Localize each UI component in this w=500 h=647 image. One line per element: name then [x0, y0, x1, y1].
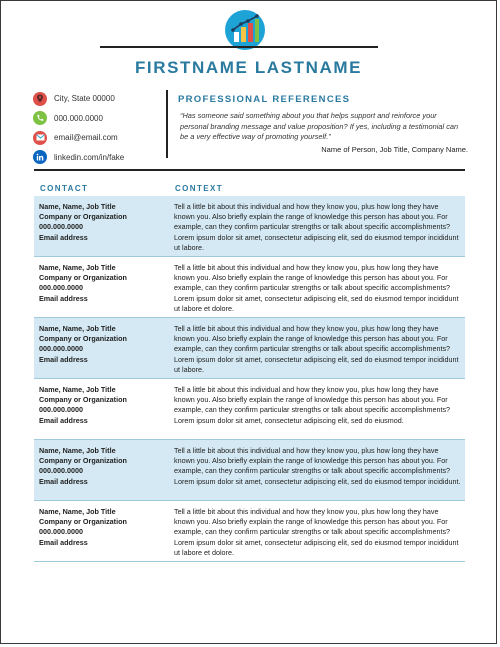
header-rule: [100, 46, 378, 48]
reference-contact: [39, 507, 167, 548]
contact-email-text[interactable]: email@email.com: [54, 133, 118, 143]
reference-name: Name, Name, Job Title: [39, 324, 116, 333]
contact-phone-text: 000.000.0000: [54, 113, 103, 123]
reference-email: Email address: [39, 476, 88, 486]
reference-phone: 000.000.0000: [39, 527, 83, 537]
reference-email: Email address: [39, 232, 88, 242]
linkedin-icon: [33, 150, 47, 164]
reference-company: Company or Organization: [39, 212, 127, 222]
reference-company: Company or Organization: [39, 273, 127, 283]
location-pin-icon: [33, 92, 47, 106]
references-title: PROFESSIONAL REFERENCES: [178, 94, 351, 105]
column-header-context: CONTEXT: [175, 184, 224, 193]
reference-email: Email address: [39, 415, 88, 425]
reference-name: Name, Name, Job Title: [39, 507, 116, 516]
reference-company: Company or Organization: [39, 334, 127, 344]
column-header-contact: CONTACT: [40, 184, 89, 193]
reference-contact: [39, 202, 167, 243]
contact-list: [33, 89, 124, 167]
reference-name: Name, Name, Job Title: [39, 202, 116, 211]
candidate-name: FIRSTNAME LASTNAME: [134, 58, 363, 77]
reference-email: Email address: [39, 354, 88, 364]
table-row: [34, 318, 465, 379]
references-table: [34, 196, 465, 562]
contact-location-text: City, State 00000: [54, 94, 115, 104]
contact-linkedin-text[interactable]: linkedin.com/in/fake: [54, 152, 125, 162]
contact-email: [33, 128, 124, 148]
contact-phone: [33, 109, 124, 129]
contact-linkedin: [33, 148, 124, 168]
email-icon: [33, 131, 47, 145]
reference-context: Tell a little bit about this individual and how they know you, plus how long they have known you. Also briefly explain the range of knowledge this person has about you. For example, can they confirm particular strengths or talk about specific accomplishments? Lorem ipsum dolor sit amet, consectetur adipiscing elit, sed do eiusmod tempor incididunt ut labore.: [174, 324, 459, 374]
reference-contact: [39, 324, 167, 365]
testimonial-quote: “Has someone said something about you that helps support and reinforce your personal branding message and value proposition? If yes, including a testimonial can be a very effective way of promoting yourself.”: [180, 111, 459, 142]
section-rule: [34, 169, 465, 171]
reference-company: Company or Organization: [39, 517, 127, 527]
phone-icon: [33, 111, 47, 125]
reference-email: Email address: [39, 537, 88, 547]
reference-context: Tell a little bit about this individual and how they know you, plus how long they have known you. Also briefly explain the range of knowledge this person has about you. For example, can they confirm particular strengths or talk about specific accomplishments? Lorem ipsum dolor sit amet, consectetur adipiscing elit, sed do eiusmod tempor incididunt.: [174, 446, 461, 486]
section-divider-vertical: [166, 90, 168, 158]
reference-phone: 000.000.0000: [39, 405, 83, 415]
reference-context: Tell a little bit about this individual and how they know you, plus how long they have known you. Also briefly explain the range of knowledge this person has about you. For example, can they confirm particular strengths or talk about specific accomplishments? Lorem ipsum dolor sit amet, consectetur adipiscing elit, sed do eiusmod tempor incididunt ut labore et dolore.: [174, 507, 459, 557]
table-row: [34, 440, 465, 501]
contact-location: [33, 89, 124, 109]
testimonial-attribution: Name of Person, Job Title, Company Name.: [321, 145, 468, 154]
reference-email: Email address: [39, 293, 88, 303]
reference-context: Tell a little bit about this individual and how they know you, plus how long they have known you. Also briefly explain the range of knowledge this person has about you. For example, can they confirm particular strengths or talk about specific accomplishments? Lorem ipsum dolor sit amet, consectetur adipiscing elit, sed do eiusmod.: [174, 385, 451, 425]
reference-contact: [39, 446, 167, 487]
reference-phone: 000.000.0000: [39, 344, 83, 354]
table-row: [34, 196, 465, 257]
reference-company: Company or Organization: [39, 395, 127, 405]
reference-name: Name, Name, Job Title: [39, 385, 116, 394]
table-row: [34, 501, 465, 562]
reference-name: Name, Name, Job Title: [39, 446, 116, 455]
reference-contact: [39, 263, 167, 304]
reference-company: Company or Organization: [39, 456, 127, 466]
reference-phone: 000.000.0000: [39, 283, 83, 293]
reference-name: Name, Name, Job Title: [39, 263, 116, 272]
reference-context: Tell a little bit about this individual and how they know you, plus how long they have known you. Also briefly explain the range of knowledge this person has about you. For example, can they confirm particular strengths or talk about specific accomplishments? Lorem ipsum dolor sit amet, consectetur adipiscing elit, sed do eiusmod tempor incididunt ut labore et dolore.: [174, 263, 459, 313]
table-row: [34, 257, 465, 318]
reference-phone: 000.000.0000: [39, 466, 83, 476]
table-row: [34, 379, 465, 440]
reference-context: Tell a little bit about this individual and how they know you, plus how long they have known you. Also briefly explain the range of knowledge this person has about you. For example, can they confirm particular strengths or talk about specific accomplishments? Lorem ipsum dolor sit amet, consectetur adipiscing elit, sed do eiusmod tempor incididunt ut labore.: [174, 202, 459, 252]
reference-contact: [39, 385, 167, 426]
reference-phone: 000.000.0000: [39, 222, 83, 232]
